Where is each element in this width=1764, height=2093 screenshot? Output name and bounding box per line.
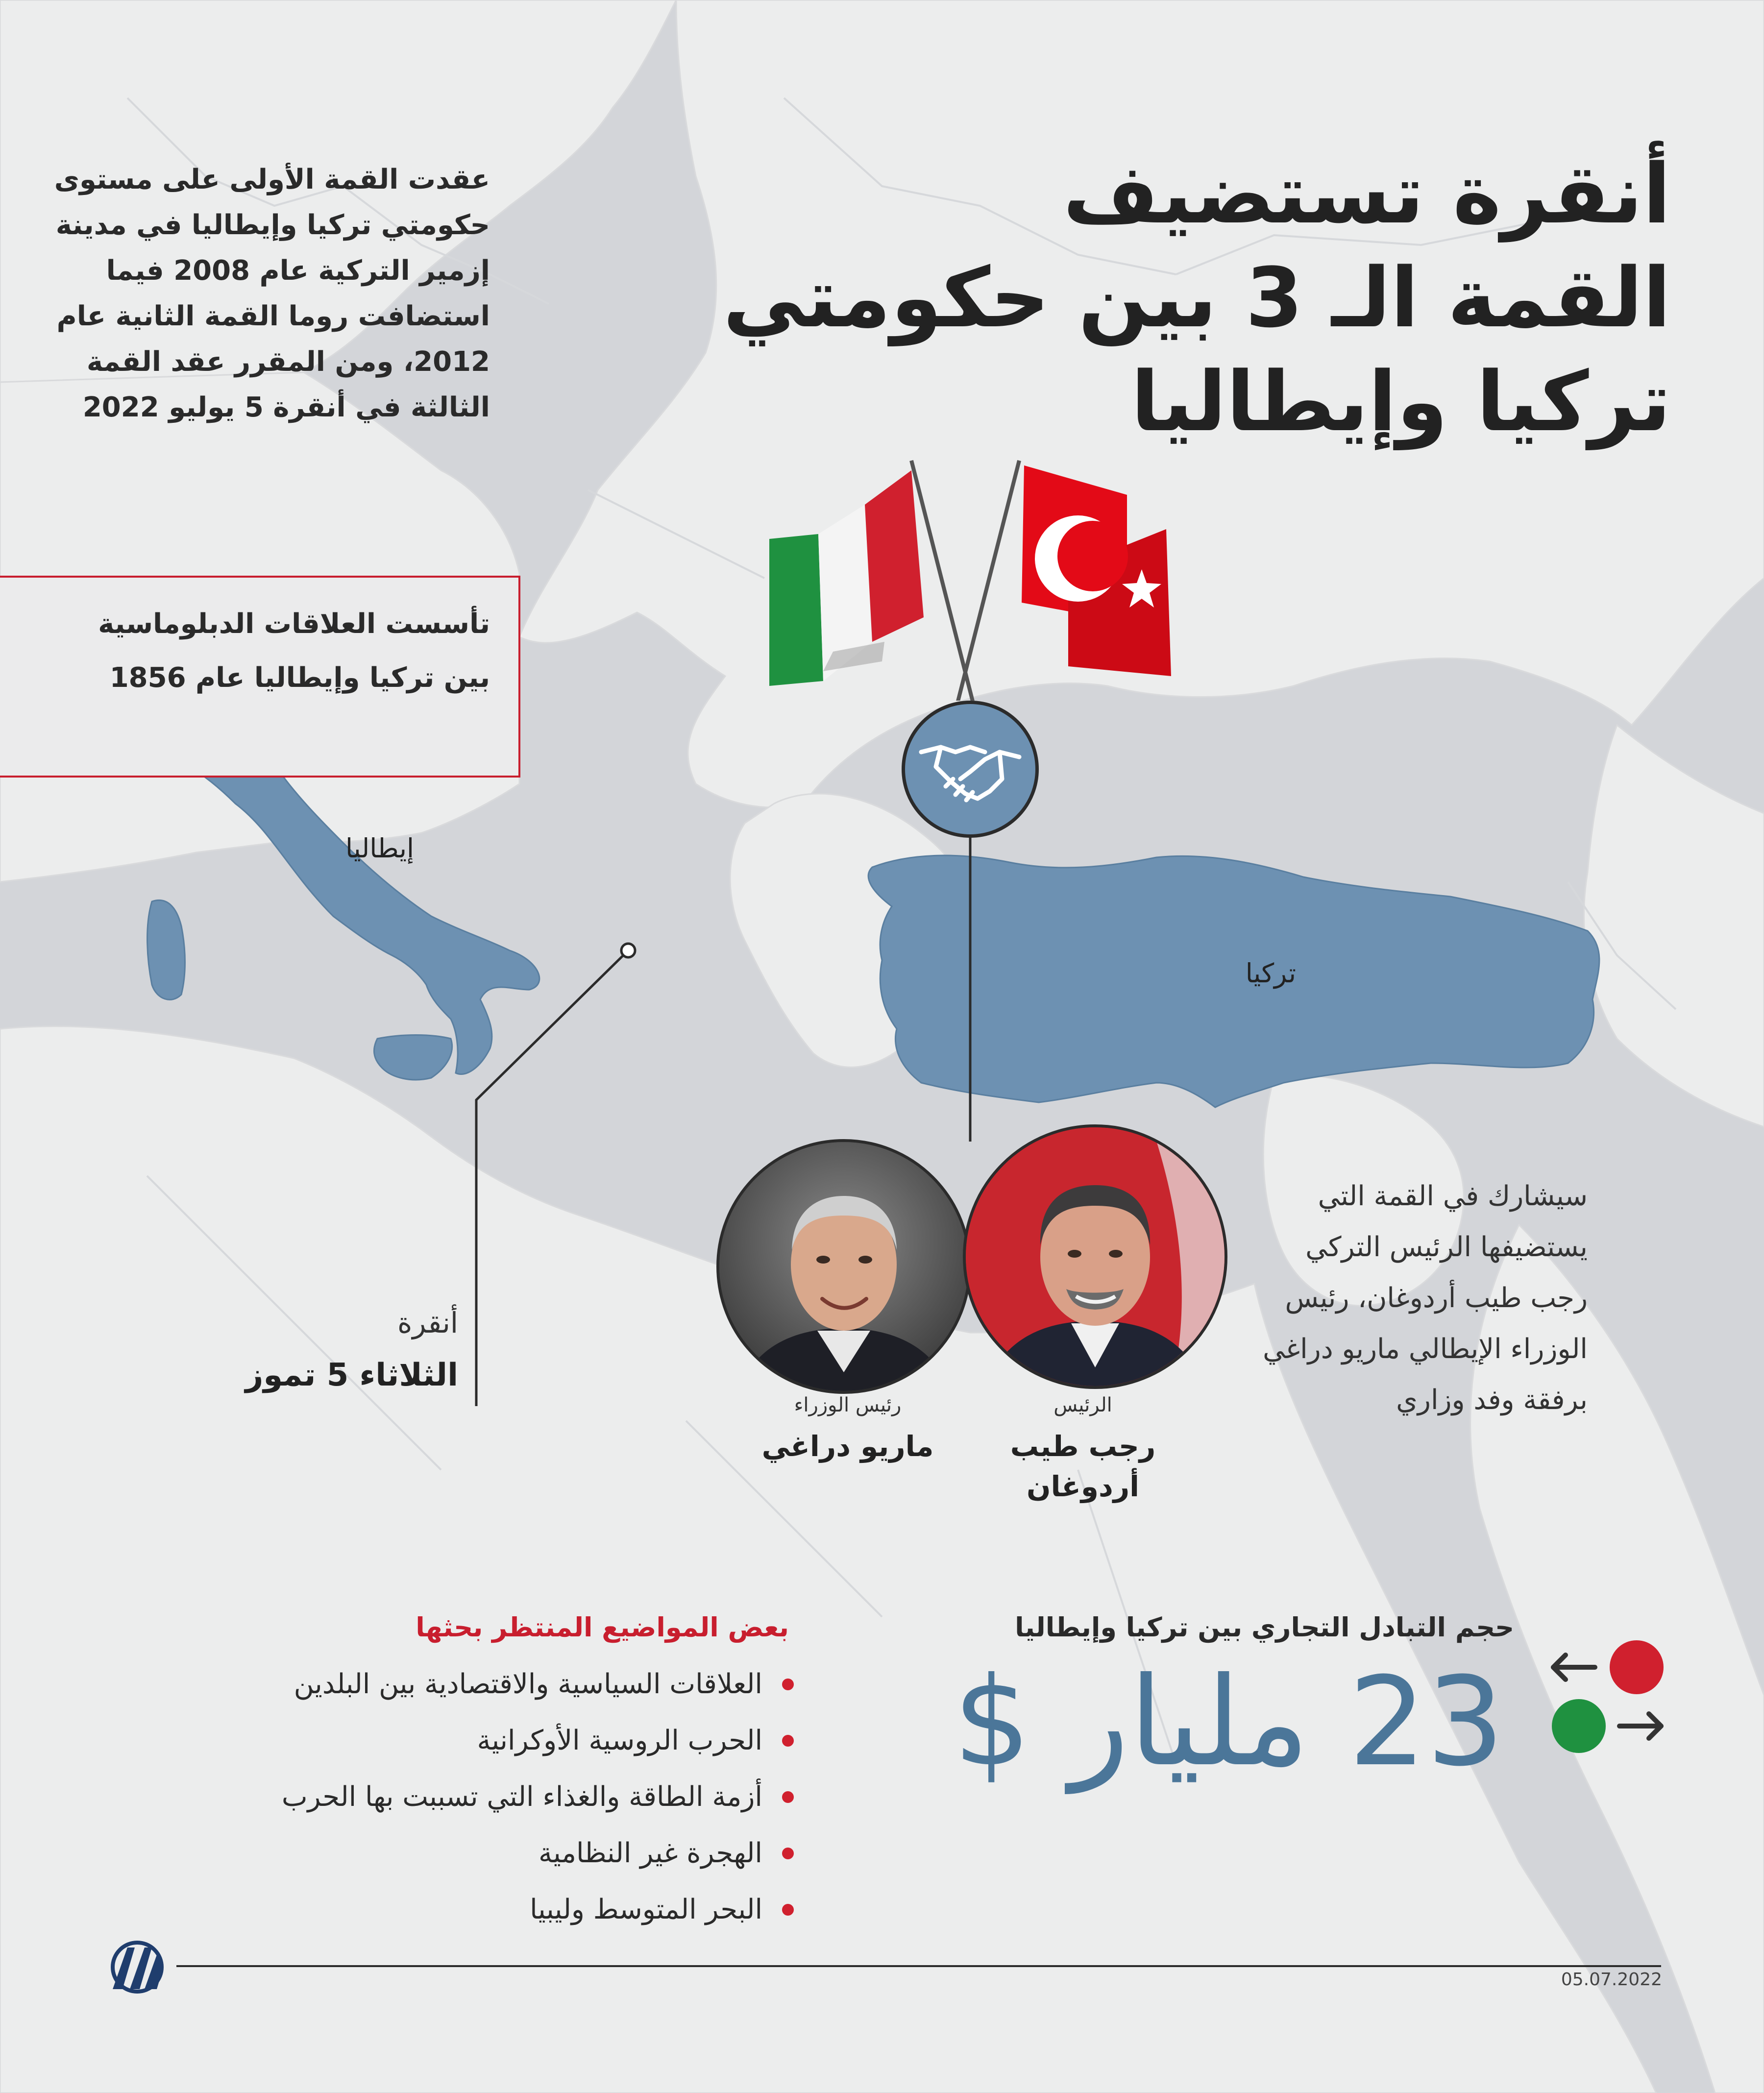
green-dot-icon — [1552, 1699, 1606, 1753]
turkey-label: تركيا — [1245, 958, 1296, 989]
red-dot-icon — [1610, 1640, 1664, 1694]
publish-date: 05.07.2022 — [1561, 1970, 1662, 1990]
title-line-3: تركيا وإيطاليا — [1130, 354, 1671, 450]
topic-text: أزمة الطاقة والغذاء التي تسببت بها الحرب — [281, 1781, 762, 1813]
title-line-1: أنقرة تستضيف — [1063, 146, 1671, 242]
topics-title: بعض المواضيع المنتظر بحثها — [416, 1612, 789, 1643]
italy-flag-icon — [769, 470, 924, 686]
italy-label: إيطاليا — [345, 833, 414, 864]
italy-flag-pole — [911, 461, 980, 701]
erdogan-caption — [975, 1394, 1191, 1507]
topic-item — [530, 1894, 794, 1925]
erdogan-photo — [963, 1124, 1227, 1389]
trade-exchange-icon — [1548, 1639, 1666, 1756]
trade-title: حجم التبادل التجاري بين تركيا وإيطاليا — [1015, 1612, 1514, 1643]
handshake-badge — [902, 701, 1039, 838]
bullet-icon — [782, 1679, 794, 1690]
location-date: الثلاثاء 5 تموز — [245, 1357, 458, 1393]
crossed-flags — [755, 456, 1186, 701]
erdogan-portrait-icon — [966, 1127, 1225, 1386]
topic-text: الهجرة غير النظامية — [539, 1837, 762, 1869]
topic-text: العلاقات السياسية والاقتصادية بين البلدين — [294, 1668, 762, 1700]
relations-text: تأسست العلاقات الدبلوماسية بين تركيا وإيطاليا عام 1856 — [98, 608, 490, 694]
handshake-icon — [916, 732, 1024, 806]
bullet-icon — [782, 1791, 794, 1803]
bullet-icon — [782, 1904, 794, 1916]
main-title — [723, 142, 1671, 454]
draghi-photo — [716, 1139, 971, 1394]
intro-text: عقدت القمة الأولى على مستوى حكومتي تركيا وإيطاليا في مدينة إزمير التركية عام 2008 فيما استضافت روما القمة الثانية عام 2012، ومن المقرر عقد القمة الثالثة في أنقرة 5 يوليو 2022 — [54, 164, 490, 423]
turkey-flag-pole — [951, 461, 1019, 701]
aa-logo-icon — [103, 1940, 172, 1994]
title-line-2: القمة الـ 3 بين حكومتي — [723, 250, 1671, 346]
trade-value: 23 مليار $ — [953, 1651, 1504, 1793]
draghi-role: رئيس الوزراء — [794, 1394, 902, 1416]
draghi-portrait-icon — [719, 1142, 968, 1391]
participants-text: سيشارك في القمة التي يستضيفها الرئيس التركي رجب طيب أردوغان، رئيس الوزراء الإيطالي ماريو دراغي برفقة وفد وزاري — [1263, 1180, 1588, 1416]
draghi-caption — [740, 1394, 956, 1466]
erdogan-role: الرئيس — [1054, 1394, 1112, 1416]
topic-item — [477, 1725, 794, 1756]
topic-text: البحر المتوسط وليبيا — [530, 1894, 762, 1925]
relations-box — [0, 576, 520, 778]
topic-item — [294, 1668, 794, 1700]
footer-divider — [176, 1965, 1661, 1967]
erdogan-name-line-1: رجب طيب — [1010, 1430, 1156, 1463]
draghi-name: ماريو دراغي — [761, 1430, 934, 1463]
location-city: أنقرة — [397, 1306, 458, 1339]
topic-item — [282, 1781, 794, 1813]
topic-text: الحرب الروسية الأوكرانية — [477, 1725, 762, 1756]
turkey-flag-icon — [1022, 465, 1171, 676]
bullet-icon — [782, 1848, 794, 1859]
topic-item — [539, 1837, 794, 1869]
erdogan-name-line-2: أردوغان — [1027, 1470, 1139, 1503]
bullet-icon — [782, 1735, 794, 1747]
